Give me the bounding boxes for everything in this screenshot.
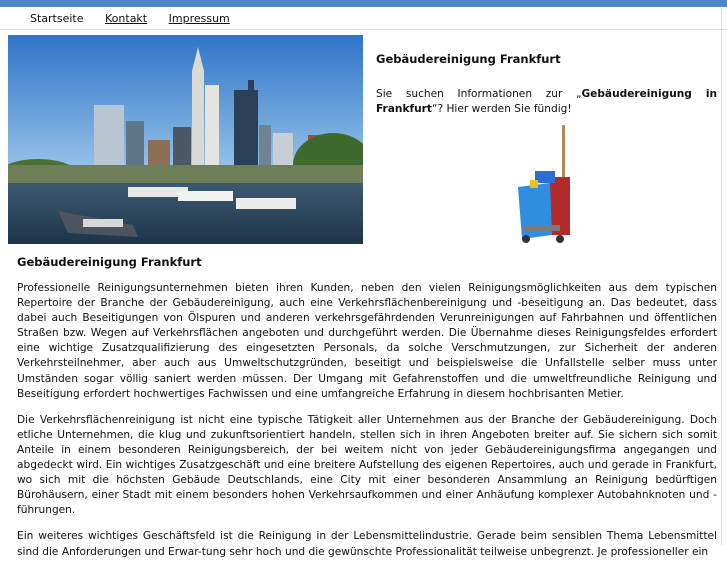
top-navigation	[30, 12, 248, 28]
paragraph-1: Professionelle Reinigungsunternehmen bieten ihren Kunden, neben den vielen Reinigungsmöglichkeiten aus dem typischen Repertoire der Branche der Gebäudereinigung, auch eine Verkehrsflächenbereinigung und -beseitigung an. Das bedeutet, dass dabei auch Beseitigungen von Ölspuren und anderen verkehrsgefährdenden Verunreinigungen auf Fahrbahnen und öffentlichen Straßen bzw. Wegen auf Verkehrsflächen angeboten und durchgeführt werden. Die Übernahme dieses Reinigungsfeldes erfordert eine wichtige Zusatzqualifizierung des eingesetzten Personals, da solche Verschmutzungen, zur Sicherheit der anderen Verkehrsteilnehmer, aber auch aus Umweltschutzgründen, beseitigt und beispielsweise die Unfallstelle selber muss unter Umständen sogar völlig saniert werden müssen. Der Umgang mit Gefahrenstoffen und die umweltfreundliche Reinigung und Beseitigung erfordert hochwertiges Fachwissen und eine umfangreiche Erfahrung in diesem hochbrisanten Metier.	[17, 282, 717, 400]
intro-text	[376, 87, 717, 117]
intro-text-end: “? Hier werden Sie fündig!	[431, 103, 572, 115]
nav-startseite[interactable]: Startseite	[30, 12, 84, 25]
paragraph-3: Ein weiteres wichtiges Geschäftsfeld ist die Reinigung in der Lebensmittelindustrie. Gerade beim sensiblen Thema Lebensmittel sind die Anforderungen und Erwar-tung sehr hoch und die gewünschte Professionalität teilweise unbegrenzt. Je professioneller ein	[17, 530, 717, 558]
top-accent-bar	[0, 0, 727, 7]
paragraph-2: Die Verkehrsflächenreinigung ist nicht eine typische Tätigkeit aller Unternehmen aus der Branche der Gebäudereinigung. Doch etliche Unternehmen, die klug und zukunftsorientiert handeln, stellen sich in ihren Angeboten breiter auf. Sie sichern sich somit Anteile in einem besonderen Reinigungsbereich, der bei weitem nicht von jeder Gebäudereinigungsfirma angegangen und abgedeckt wird. Ein wichtiges Zusatzgeschäft und eine breitere Aufstellung des eigenen Repertoires, auch und gerade in Frankfurt, wo sich mit die höchsten Gebäude Deutschlands, eine City mit einer besonderen Ansammlung an Reinigung bedürftigen Bürohäusern, einer Stadt mit einem besonders hohen Verkehrsaufkommen und einer Anhäufung komplexer Autobahnknoten und -führungen.	[17, 413, 717, 517]
main-title: Gebäudereinigung Frankfurt	[17, 255, 202, 269]
nav-divider	[0, 29, 727, 30]
intro-panel	[376, 52, 717, 117]
nav-kontakt[interactable]: Kontakt	[105, 12, 148, 25]
intro-text-start: Sie suchen Informationen zur „	[376, 88, 582, 100]
frankfurt-skyline-image	[8, 35, 363, 244]
main-content	[17, 255, 717, 571]
nav-impressum[interactable]: Impressum	[168, 12, 230, 25]
cleaning-cart-image	[510, 125, 574, 245]
cleaning-cart-icon	[510, 125, 574, 245]
intro-title: Gebäudereinigung Frankfurt	[376, 52, 561, 66]
intro-text-bold: Gebäudereinigung in Frankfurt	[376, 88, 717, 115]
skyline-illustration	[8, 35, 363, 244]
page-right-border	[721, 7, 722, 545]
